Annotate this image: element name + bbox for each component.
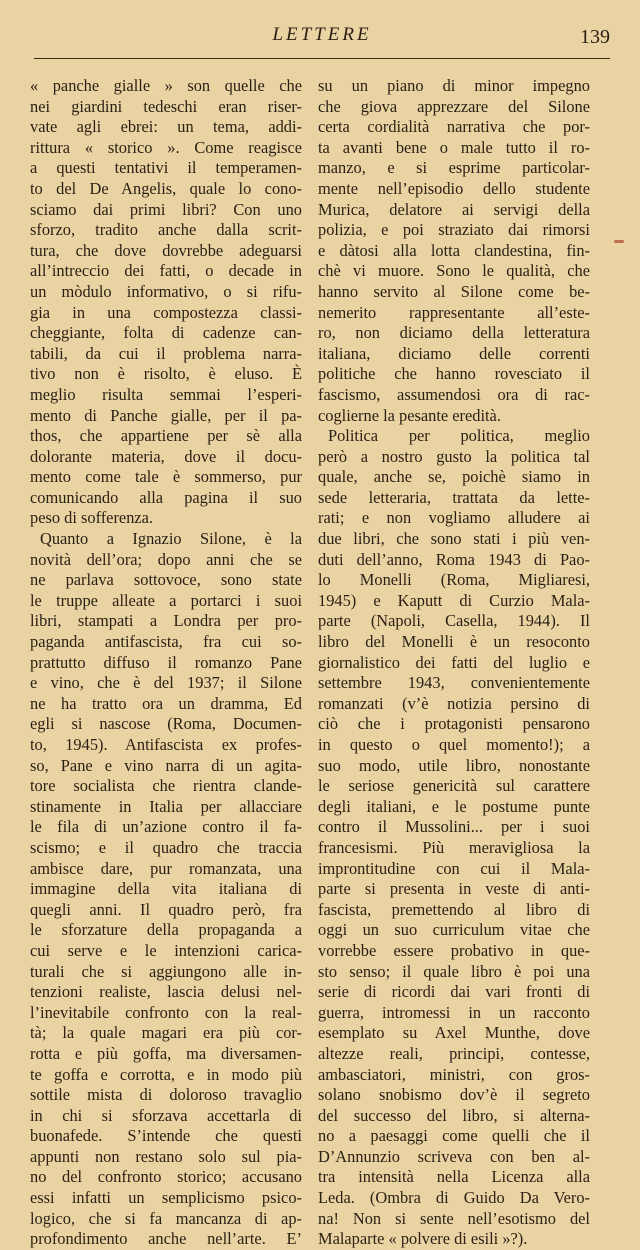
text-line: chè vi muore. Sono le qualità, che [318,261,590,281]
text-line: novità dell’ora; dopo anni che se [30,549,302,569]
text-line: Murica, delatore ai servigi della [318,199,590,219]
text-line: nei giardini tedeschi eran riser- [30,96,302,116]
text-line: sottile mista di doloroso travaglio [30,1085,302,1105]
text-line: tabili, da cui il problema narra- [30,343,302,363]
text-line: rotta e più goffa, ma diversamen- [30,1043,302,1063]
text-line: ne ha tratto ora un dramma, Ed [30,693,302,713]
text-line: all’intreccio dei fatti, o decade in [30,261,302,281]
text-line: hanno servito al Silone come be- [318,281,590,301]
text-line: fascista, premettendo al libro di [318,899,590,919]
text-line: tà; la quale magari era più cor- [30,1023,302,1043]
text-line: 1945) e Kaputt di Curzio Mala- [318,590,590,610]
text-line: stinamente in Italia per allacciare [30,796,302,816]
text-line: buonafede. S’intende che questi [30,1126,302,1146]
text-line: sforzo, tradito anche dalla scrit- [30,220,302,240]
text-line: paganda antifascista, fra cui so- [30,632,302,652]
text-line: ambisce dare, pur romanzata, una [30,858,302,878]
text-line: e vino, che è del 1937; il Silone [30,673,302,693]
page-header [34,20,610,56]
text-line: l’inevitabile confronto con la real- [30,1002,302,1022]
text-line: polizia, e poi straziato dai rimorsi [318,220,590,240]
text-line: a questi tentativi il temperamen- [30,158,302,178]
text-line: parte (Napoli, Casella, 1944). Il [318,611,590,631]
text-line: gia in una compostezza classi- [30,302,302,322]
text-line: certa cordialità narrativa che por- [318,117,590,137]
text-line: politiche che hanno rovesciato il [318,364,590,384]
text-line: solano snobismo dov’è il segreto [318,1085,590,1105]
header-rule [34,58,610,59]
text-line: mento come tale è sommerso, pur [30,467,302,487]
text-line: sto senso; il quale libro è poi una [318,961,590,981]
text-line: parte si presenta in veste di anti- [318,879,590,899]
text-line: te goffa e corrotta, e in modo più [30,1064,302,1084]
text-line: le truppe alleate a portarci i suoi [30,590,302,610]
text-line: rati; e non vogliamo alludere ai [318,508,590,528]
text-line: dolorante materia, dove il docu- [30,446,302,466]
text-line: fascismo, assumendosi ora di rac- [318,384,590,404]
text-line: e dàtosi alla lotta clandestina, fin- [318,240,590,260]
text-column-right [318,76,590,1250]
text-line: le fila di un’azione contro il fa- [30,817,302,837]
text-line: peso di sofferenza. [30,508,154,528]
text-line: contro il Mussolini... per i suoi [318,817,590,837]
text-line: mente nell’episodio dello studente [318,178,590,198]
text-line: turali che si aggiungono alle in- [30,961,302,981]
text-line: romanzati (v’è notizia persino di [318,693,590,713]
text-line: cheggiante, folta di cadenze can- [30,323,302,343]
text-line: appunti non restano solo sul pia- [30,1146,302,1166]
text-line: improntitudine con cui il Mala- [318,858,590,878]
text-line: na! Non si sente nell’esotismo del [318,1208,590,1228]
text-line: so, Pane e vino narra di un agita- [30,755,302,775]
text-line: libri, stampati a Londra per pro- [30,611,302,631]
text-line: quegli anni. Il quadro però, fra [30,899,302,919]
text-line: lo Monelli (Roma, Migliaresi, [318,570,590,590]
text-line: sede letteraria, trattata da lette- [318,487,590,507]
text-line: cui serve e le intenzioni carica- [30,940,302,960]
text-line: sciamo dai primi libri? Con uno [30,199,302,219]
text-line: settembre 1943, convenientemente [318,673,590,693]
text-line: duti dell’anno, Roma 1943 di Pao- [318,549,590,569]
text-line: ne parlava sottovoce, sono state [30,570,302,590]
text-line: degli italiani, e le postume punte [318,796,590,816]
text-line: coglierne la pesante eredità. [318,405,501,425]
text-line: comunicando alla pagina il suo [30,487,302,507]
text-line: logico, che si fa mancanza di ap- [30,1208,302,1228]
text-line: prattutto diffuso il romanzo Pane [30,652,302,672]
page-number: 139 [580,26,610,48]
text-line: immagine della vita italiana di [30,879,302,899]
text-line: in questo o quel momento!); a [318,735,590,754]
text-line: oggi un suo curriculum vitae che [318,920,590,940]
text-line: Leda. (Ombra di Guido Da Vero- [318,1188,590,1208]
text-line: « panche gialle » son quelle che [30,76,302,95]
text-line: rittura « storico ». Come reagisce [30,137,302,157]
text-line: tore socialista che rientra clande- [30,776,302,796]
text-line: guerra, intromessi in un racconto [318,1002,590,1022]
text-line: tura, che dove dovrebbe adeguarsi [30,240,302,260]
text-line: meglio risulta semmai l’esperi- [30,384,302,404]
text-line: vorrebbe essere probativo in que- [318,940,590,960]
text-line: egli si nascose (Roma, Documen- [30,714,302,734]
running-title: LETTERE [272,24,372,45]
text-line: ta avanti bene o male tutto il ro- [318,137,590,157]
text-line: ambasciatori, ministri, con gros- [318,1064,590,1084]
text-line: no del confronto storico; accusano [30,1167,302,1187]
text-line: però a nostro gusto la politica tal [318,446,590,466]
margin-mark [614,240,624,243]
text-line: vate agli ebrei: un tema, addi- [30,117,302,137]
text-line: italiana, diciamo delle correnti [318,343,590,363]
text-line: francesismi. Più meravigliosa la [318,837,590,857]
text-line: ciò che i protagonisti pensarono [318,714,590,734]
text-line: profondimento anche nell’arte. E’ [30,1229,302,1249]
text-line: altezze reali, principi, contesse, [318,1043,590,1063]
text-line: to del De Angelis, quale lo cono- [30,178,302,198]
text-line: no a paesaggi come quelli che il [318,1126,590,1146]
text-column-left [30,76,302,1250]
text-line: tra intensità nella Licenza alla [318,1167,590,1187]
text-line: libro del Monelli è un resoconto [318,632,590,652]
text-line: un mòdulo informativo, o si rifu- [30,281,302,301]
text-line: ro, non diciamo della letteratura [318,323,590,343]
text-line: tenzioni realiste, lascia delusi nel- [30,982,302,1002]
text-line: su un piano di minor impegno [318,76,590,95]
text-line: manzo, e si esprime particolar- [318,158,590,178]
text-line: Malaparte « polvere di esili »?). [318,1229,528,1249]
text-line: essi infatti un semplicismo psico- [30,1188,302,1208]
text-line: Politica per politica, meglio [328,426,590,446]
text-line: to, 1945). Antifascista ex profes- [30,735,302,754]
text-line: giornalistico dei fatti del luglio e [318,652,590,672]
text-line: thos, che appartiene per sè alla [30,426,302,446]
text-line: serie di ricordi dai vari fronti di [318,982,590,1002]
text-line: scismo; e il quadro che traccia [30,837,302,857]
text-line: mento di Panche gialle, per il pa- [30,405,302,425]
text-line: le sforzature della propaganda a [30,920,302,940]
text-line: Quanto a Ignazio Silone, è la [40,529,302,549]
text-line: del successo del libro, si alterna- [318,1105,590,1125]
text-line: esemplato su Axel Munthe, dove [318,1023,590,1043]
text-line: quale, anche se, poichè siamo in [318,467,590,487]
text-line: suo modo, utile libro, nonostante [318,755,590,775]
text-line: tivo non è risolto, è eluso. È [30,364,302,384]
text-line: nemerito rappresentante all’este- [318,302,590,322]
text-line: che giova apprezzare del Silone [318,96,590,116]
text-line: le seriose genericità sul carattere [318,776,590,796]
text-line: due libri, che sono stati i più ven- [318,529,590,549]
text-line: in chi si sforzava accettarla di [30,1105,302,1125]
text-line: D’Annunzio scriveva con ben al- [318,1146,590,1166]
